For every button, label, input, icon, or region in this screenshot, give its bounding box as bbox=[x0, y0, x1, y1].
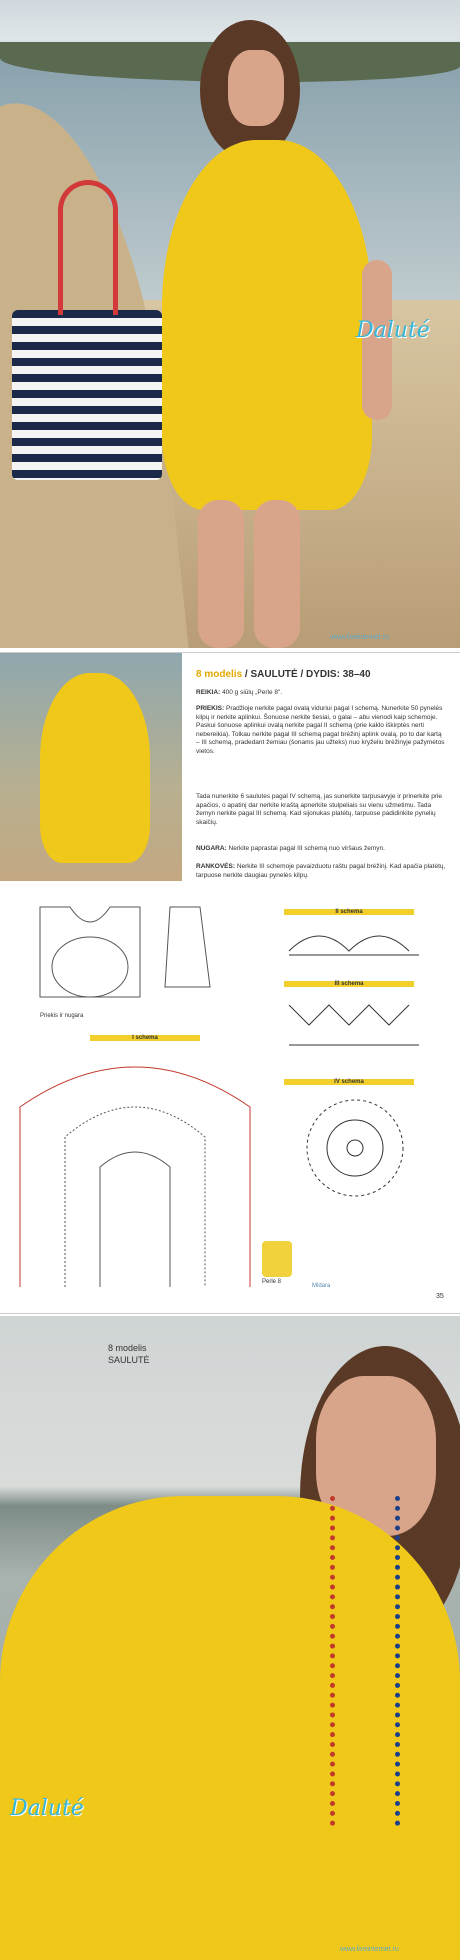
model-photo bbox=[0, 653, 182, 881]
yarn-ball bbox=[262, 1241, 292, 1277]
schema-2-diagram bbox=[284, 921, 424, 961]
leg-right bbox=[254, 500, 300, 648]
small-watermark: www.liveinternet.ru bbox=[330, 634, 389, 641]
model-name: SAULUTĖ bbox=[108, 1355, 150, 1365]
yarn-label: Perle 8 bbox=[262, 1279, 282, 1285]
rankoves-paragraph bbox=[196, 863, 446, 880]
schema-4-diagram bbox=[300, 1093, 410, 1203]
leg-left bbox=[198, 500, 244, 648]
front-back-caption: Priekis ir nugara bbox=[40, 1013, 84, 1019]
tada-text: Tada nunerkite 6 saulutes pagal IV schemą, jas sunerkite tarpusavyje ir prinerkite prie apačios, o apatinį dar nerkite kraštą apnerkite stulpeliais su vienu užmetimu. Tada žemyn nerkite pagal III schemą. Kad sijonukas platėtų, tarpuose padidinkite pynelių skaičių. bbox=[196, 793, 443, 826]
beach-photo-panel bbox=[0, 0, 460, 648]
nugara-text: Nerkite paprastai pagal III schemą nuo viršaus žemyn. bbox=[228, 845, 385, 852]
front-back-schematic bbox=[30, 897, 150, 1007]
schema-3-label: III schema bbox=[284, 981, 414, 987]
page-number: 35 bbox=[436, 1293, 444, 1300]
priekis-label: PRIEKIS: bbox=[196, 705, 225, 712]
striped-bag bbox=[12, 310, 162, 480]
pattern-page-panel bbox=[0, 652, 460, 1314]
tada-paragraph bbox=[196, 793, 446, 827]
rankoves-text: Nerkite III schemoje pavaizduotu raštu pagal brėžinį. Kad apačia platėtų, tarpuose nerkite daugiau pynelės kilpų. bbox=[196, 863, 446, 879]
reikia-label: REIKIA: bbox=[196, 689, 221, 696]
priekis-paragraph bbox=[196, 705, 446, 756]
necklace bbox=[330, 1496, 400, 1826]
footer-watermark: www.liveinternet.ru bbox=[340, 1946, 399, 1953]
sleeve-schematic bbox=[160, 897, 220, 997]
watermark: Daluté bbox=[10, 1796, 84, 1821]
yellow-dress bbox=[40, 673, 150, 863]
schema-1-diagram bbox=[10, 1047, 260, 1297]
watermark: Daluté bbox=[356, 318, 430, 343]
nugara-paragraph bbox=[196, 845, 446, 854]
schema-4-label: IV schema bbox=[284, 1079, 414, 1085]
page-title bbox=[196, 669, 371, 680]
schema-1-label: I schema bbox=[90, 1035, 200, 1041]
schema-2-label: II schema bbox=[284, 909, 414, 915]
nugara-label: NUGARA: bbox=[196, 845, 227, 852]
model-caption bbox=[108, 1342, 150, 1366]
brand-label: Midara bbox=[312, 1283, 331, 1289]
reikia-text: 400 g siūlų „Perle 8". bbox=[222, 689, 283, 696]
closeup-photo-panel bbox=[0, 1316, 460, 1960]
rankoves-label: RANKOVĖS: bbox=[196, 863, 236, 870]
model-name-size: / SAULUTĖ / DYDIS: 38–40 bbox=[244, 669, 371, 680]
bag-handle bbox=[58, 180, 118, 315]
model-number: 8 modelis bbox=[196, 669, 243, 680]
model-number: 8 modelis bbox=[108, 1343, 147, 1353]
priekis-text: Pradžioje nerkite pagal ovalą viduriui pagal I schemą. Nunerkite 50 pynelės kilpų ir nerkite aplinkui. Šonuose nerkite tiesiai, o galai – abu vienodi kaip schemoje. Paskui šonuose aplinkui ovalą nerkite pagal II schemą (prie kaklo iškirptės nerti nebereikia). Tolkau nerkite pagal III schemą pagal brėžinį aplink ovalą, po to dar kartą – III schemą, pradedant žemiau (šonams jau užteks) nuo kryželiu brėžinyje pažymėtos vietos. bbox=[196, 705, 445, 755]
face bbox=[228, 50, 284, 126]
yellow-dress bbox=[162, 140, 372, 510]
reikia-paragraph bbox=[196, 689, 446, 698]
schema-3-diagram bbox=[284, 995, 424, 1055]
